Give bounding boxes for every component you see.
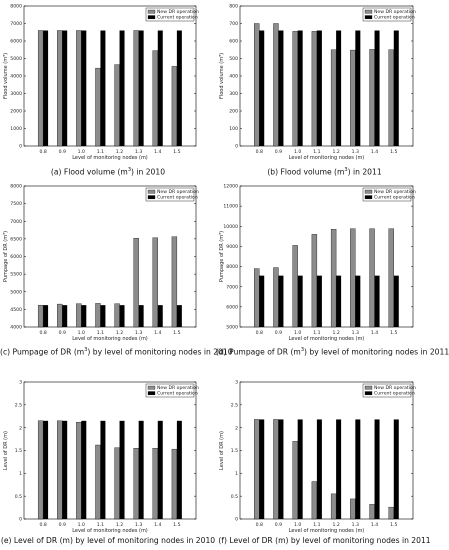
y-tick-label: 1.5 (14, 449, 22, 455)
y-tick-label: 2.5 (230, 403, 238, 409)
y-tick-label: 5500 (10, 272, 22, 278)
plot-frame (24, 6, 196, 146)
x-tick-label: 1.2 (332, 150, 340, 155)
y-tick-label: 12000 (223, 184, 238, 190)
y-tick-label: 8000 (10, 4, 22, 10)
y-tick-label: 2 (19, 426, 22, 432)
bar-current (278, 31, 283, 147)
chart-panel-f (216, 372, 433, 550)
x-tick-label: 1.1 (96, 523, 105, 528)
x-tick-label: 1.2 (115, 150, 124, 155)
y-tick-label: 800 (229, 4, 238, 10)
legend-swatch-new-dr (148, 386, 155, 389)
caption-e (0, 536, 216, 545)
y-tick-label: 0 (235, 144, 238, 150)
caption-a-pre: (a) Flood volume (m (50, 167, 128, 177)
legend-label-current: Current operation (157, 195, 198, 201)
bar-current (394, 276, 399, 327)
bar-new-dr (389, 50, 394, 146)
bar-new-dr (312, 482, 317, 519)
legend-label-new-dr: New DR operation (374, 10, 416, 16)
y-tick-label: 600 (229, 39, 238, 45)
bar-new-dr (134, 31, 139, 147)
legend-swatch-new-dr (365, 10, 372, 13)
caption-b-post: ) in 2011 (347, 167, 382, 177)
x-tick-label: 0.9 (274, 331, 283, 336)
bar-current (100, 31, 105, 147)
bar-new-dr (293, 31, 298, 146)
bar-current (355, 276, 360, 327)
bar-current (317, 419, 322, 519)
bar-new-dr (95, 445, 100, 519)
bar-current (317, 276, 322, 327)
bar-new-dr (76, 422, 81, 519)
y-tick-label: 500 (229, 57, 238, 63)
bar-current (336, 31, 341, 147)
caption-d-post: ) by level of monitoring nodes in 2011 (304, 347, 449, 357)
x-tick-label: 1.3 (351, 150, 359, 155)
bar-new-dr (312, 234, 317, 327)
caption-f-pre: (f) Level of DR (m) by level of monitoring nodes in 2011 (218, 536, 431, 545)
bar-current (62, 305, 67, 327)
x-tick-label: 1.1 (96, 150, 105, 155)
bar-current (394, 419, 399, 519)
bar-current (336, 276, 341, 327)
bar-new-dr (273, 24, 278, 147)
legend-label-current: Current operation (157, 391, 198, 397)
caption-f (216, 536, 433, 545)
y-tick-label: 7500 (10, 202, 22, 208)
bar-new-dr (57, 421, 62, 519)
bar-new-dr (370, 504, 375, 519)
bar-current (81, 421, 86, 519)
bar-current (62, 421, 67, 519)
y-tick-label: 200 (229, 109, 238, 115)
x-tick-label: 1.1 (313, 150, 321, 155)
bar-current (177, 31, 182, 147)
bar-current (139, 31, 144, 147)
bar-current (158, 421, 163, 519)
y-tick-label: 6000 (10, 39, 22, 45)
y-tick-label: 3000 (10, 92, 22, 98)
bar-current (336, 419, 341, 519)
bar-new-dr (115, 65, 120, 146)
x-tick-label: 1.3 (135, 150, 143, 155)
y-tick-label: 9000 (226, 245, 238, 251)
legend-swatch-new-dr (365, 386, 372, 389)
x-tick-label: 1.3 (351, 523, 359, 528)
y-tick-label: 3 (19, 380, 22, 386)
legend-label-current: Current operation (374, 195, 415, 201)
y-axis-label: Pumpage of DR (m³) (219, 230, 225, 283)
y-tick-label: 7000 (226, 285, 238, 291)
bar-current (355, 31, 360, 147)
bar-new-dr (153, 238, 158, 327)
bar-new-dr (254, 24, 259, 147)
x-tick-label: 0.8 (39, 523, 47, 528)
bar-new-dr (115, 304, 120, 327)
y-tick-label: 6000 (10, 255, 22, 261)
x-tick-label: 1.4 (370, 523, 379, 528)
x-tick-label: 0.9 (58, 523, 66, 528)
y-tick-label: 1.5 (230, 449, 238, 455)
y-axis-label: Level of DR (m) (219, 431, 225, 470)
bar-current (81, 305, 86, 327)
y-tick-label: 6500 (10, 237, 22, 243)
bar-current (81, 31, 86, 147)
legend-label-new-dr: New DR operation (157, 10, 199, 16)
chart-panel-c (0, 180, 216, 355)
bar-current (278, 276, 283, 327)
caption-d (216, 347, 449, 357)
x-tick-label: 0.9 (58, 331, 66, 336)
bar-new-dr (95, 68, 100, 146)
legend-label-current: Current operation (374, 391, 415, 397)
x-axis-label: Level of monitoring nodes (m) (288, 336, 365, 342)
bar-current (100, 421, 105, 519)
legend-swatch-current (365, 392, 372, 395)
y-tick-label: 3 (235, 380, 238, 386)
x-tick-label: 0.8 (39, 331, 47, 336)
bar-new-dr (115, 448, 120, 519)
y-tick-label: 0.5 (14, 494, 22, 500)
x-tick-label: 1.4 (154, 523, 162, 528)
bar-current (43, 31, 48, 147)
bar-new-dr (254, 419, 259, 519)
bar-new-dr (153, 51, 158, 146)
bar-current (158, 305, 163, 327)
bar-current (375, 276, 380, 327)
bar-new-dr (38, 421, 43, 519)
bar-new-dr (293, 441, 298, 519)
x-axis-label: Level of monitoring nodes (m) (288, 155, 365, 161)
x-tick-label: 0.8 (255, 150, 263, 155)
caption-a-sup: 3 (127, 167, 132, 173)
y-tick-label: 4000 (10, 74, 22, 80)
x-tick-label: 1.0 (294, 150, 302, 155)
x-tick-label: 1.3 (135, 523, 143, 528)
bar-new-dr (350, 499, 355, 519)
legend-swatch-new-dr (365, 190, 372, 193)
bar-current (298, 31, 303, 147)
y-axis-label: Flood volume (m³) (219, 52, 225, 100)
x-tick-label: 1.2 (115, 331, 124, 336)
x-tick-label: 1.5 (390, 331, 398, 336)
caption-c-post: ) by level of monitoring nodes in 2010 (87, 347, 233, 357)
bar-current (177, 305, 182, 327)
bar-current (298, 419, 303, 519)
x-axis-label: Level of monitoring nodes (m) (288, 528, 365, 534)
legend-swatch-new-dr (148, 190, 155, 193)
x-tick-label: 0.8 (255, 523, 263, 528)
legend-swatch-current (148, 16, 155, 19)
y-axis-label: Pumpage of DR (m³) (3, 230, 9, 283)
caption-b (216, 167, 433, 177)
y-tick-label: 2 (235, 426, 238, 432)
y-tick-label: 8000 (226, 265, 238, 271)
y-tick-label: 0 (19, 144, 22, 150)
bar-new-dr (331, 229, 336, 327)
bar-new-dr (254, 269, 259, 327)
x-axis-label: Level of monitoring nodes (m) (72, 528, 148, 534)
bar-new-dr (389, 507, 394, 519)
bar-new-dr (370, 49, 375, 146)
plot-frame (240, 186, 413, 327)
caption-a-post: ) in 2010 (131, 167, 166, 177)
caption-b-sup: 3 (344, 167, 348, 173)
x-tick-label: 0.8 (39, 150, 47, 155)
x-axis-label: Level of monitoring nodes (m) (72, 336, 148, 342)
y-tick-label: 7000 (10, 219, 22, 225)
x-tick-label: 1.4 (370, 150, 379, 155)
bar-new-dr (273, 268, 278, 327)
y-tick-label: 1000 (10, 127, 22, 133)
bar-new-dr (350, 50, 355, 146)
chart-panel-e (0, 372, 216, 550)
y-tick-label: 8000 (10, 184, 22, 190)
bar-current (120, 305, 125, 327)
y-tick-label: 0 (235, 517, 238, 523)
x-tick-label: 1.0 (294, 523, 302, 528)
legend-label-current: Current operation (157, 15, 198, 21)
chart-panel-a (0, 0, 216, 175)
bar-new-dr (153, 448, 158, 519)
x-tick-label: 1.5 (173, 331, 181, 336)
x-tick-label: 1.4 (154, 150, 162, 155)
bar-current (317, 31, 322, 147)
y-tick-label: 7000 (10, 22, 22, 28)
y-tick-label: 400 (229, 74, 238, 80)
legend-label-new-dr: New DR operation (374, 190, 416, 196)
caption-d-pre: (d) Pumpage of DR (m (216, 347, 301, 357)
bar-new-dr (57, 31, 62, 147)
bar-current (120, 31, 125, 147)
x-tick-label: 1.3 (351, 331, 359, 336)
bar-current (158, 31, 163, 147)
y-tick-label: 2.5 (14, 403, 22, 409)
caption-c (0, 347, 233, 357)
bar-current (120, 421, 125, 519)
x-tick-label: 1.4 (370, 331, 379, 336)
bar-new-dr (38, 305, 43, 327)
x-tick-label: 1.4 (154, 331, 162, 336)
bar-new-dr (331, 50, 336, 146)
x-tick-label: 1.2 (332, 331, 340, 336)
x-tick-label: 0.9 (58, 150, 66, 155)
bar-new-dr (370, 229, 375, 327)
plot-frame (240, 6, 413, 146)
y-axis-label: Flood volume (m³) (3, 52, 9, 100)
legend-label-current: Current operation (374, 15, 415, 21)
bar-current (139, 421, 144, 519)
legend-label-new-dr: New DR operation (374, 386, 416, 392)
y-tick-label: 700 (229, 22, 238, 28)
plot-frame (24, 186, 196, 327)
x-tick-label: 0.9 (274, 150, 283, 155)
y-tick-label: 5000 (10, 290, 22, 296)
y-tick-label: 5000 (226, 325, 238, 331)
caption-c-pre: (c) Pumpage of DR (m (0, 347, 85, 357)
caption-e-pre: (e) Level of DR (m) by level of monitoring nodes in 2010 (0, 536, 216, 545)
caption-b-pre: (b) Flood volume (m (267, 167, 345, 177)
y-tick-label: 11000 (223, 204, 238, 210)
x-tick-label: 1.0 (77, 150, 85, 155)
plot-frame (240, 382, 413, 519)
bar-current (259, 276, 264, 327)
y-tick-label: 1 (235, 471, 238, 477)
y-tick-label: 300 (229, 92, 238, 98)
caption-c-sup: 3 (84, 347, 88, 353)
bar-new-dr (172, 66, 177, 146)
y-tick-label: 4500 (10, 307, 22, 313)
caption-a (0, 167, 216, 177)
x-tick-label: 1.5 (390, 523, 398, 528)
x-tick-label: 1.2 (332, 523, 340, 528)
y-tick-label: 0.5 (230, 494, 238, 500)
caption-d-sup: 3 (300, 347, 305, 353)
x-axis-label: Level of monitoring nodes (m) (72, 155, 148, 161)
bar-current (43, 305, 48, 327)
x-tick-label: 1.5 (173, 523, 181, 528)
bar-current (375, 419, 380, 519)
legend-swatch-current (148, 196, 155, 199)
bar-current (139, 305, 144, 327)
bar-current (394, 31, 399, 147)
y-tick-label: 10000 (223, 224, 238, 230)
y-tick-label: 4000 (10, 325, 22, 331)
bar-new-dr (293, 245, 298, 327)
bar-new-dr (389, 229, 394, 327)
bar-current (43, 421, 48, 519)
x-tick-label: 1.5 (173, 150, 181, 155)
bar-new-dr (312, 31, 317, 146)
bar-new-dr (95, 303, 100, 327)
bar-new-dr (134, 238, 139, 327)
bar-new-dr (273, 419, 278, 519)
x-tick-label: 1.1 (96, 331, 105, 336)
legend-swatch-new-dr (148, 10, 155, 13)
bar-current (278, 419, 283, 519)
bar-new-dr (57, 304, 62, 327)
bar-new-dr (76, 31, 81, 147)
legend-swatch-current (148, 392, 155, 395)
legend-label-new-dr: New DR operation (157, 190, 199, 196)
x-tick-label: 0.9 (274, 523, 283, 528)
x-tick-label: 1.3 (135, 331, 143, 336)
bar-new-dr (350, 229, 355, 327)
legend-swatch-current (365, 196, 372, 199)
chart-panel-d (216, 180, 433, 355)
legend-label-new-dr: New DR operation (157, 386, 199, 392)
chart-panel-b (216, 0, 433, 175)
x-tick-label: 1.5 (390, 150, 398, 155)
bar-new-dr (172, 237, 177, 327)
y-tick-label: 6000 (226, 305, 238, 311)
y-tick-label: 100 (229, 127, 238, 133)
bar-new-dr (76, 304, 81, 327)
x-tick-label: 1.0 (77, 331, 85, 336)
bar-current (355, 419, 360, 519)
x-tick-label: 0.8 (255, 331, 263, 336)
y-tick-label: 1 (19, 471, 22, 477)
x-tick-label: 1.2 (115, 523, 124, 528)
legend-swatch-current (365, 16, 372, 19)
bar-new-dr (331, 494, 336, 519)
bar-new-dr (172, 449, 177, 519)
bar-current (62, 31, 67, 147)
x-tick-label: 1.1 (313, 523, 321, 528)
y-axis-label: Level of DR (m) (3, 431, 9, 470)
x-tick-label: 1.0 (77, 523, 85, 528)
bar-current (298, 276, 303, 327)
bar-new-dr (134, 448, 139, 519)
bar-current (259, 419, 264, 519)
bar-current (375, 31, 380, 147)
plot-frame (24, 382, 196, 519)
bar-current (100, 305, 105, 327)
x-tick-label: 1.1 (313, 331, 321, 336)
y-tick-label: 2000 (10, 109, 22, 115)
y-tick-label: 5000 (10, 57, 22, 63)
bar-current (259, 31, 264, 147)
x-tick-label: 1.0 (294, 331, 302, 336)
bar-new-dr (38, 31, 43, 147)
y-tick-label: 0 (19, 517, 22, 523)
bar-current (177, 421, 182, 519)
